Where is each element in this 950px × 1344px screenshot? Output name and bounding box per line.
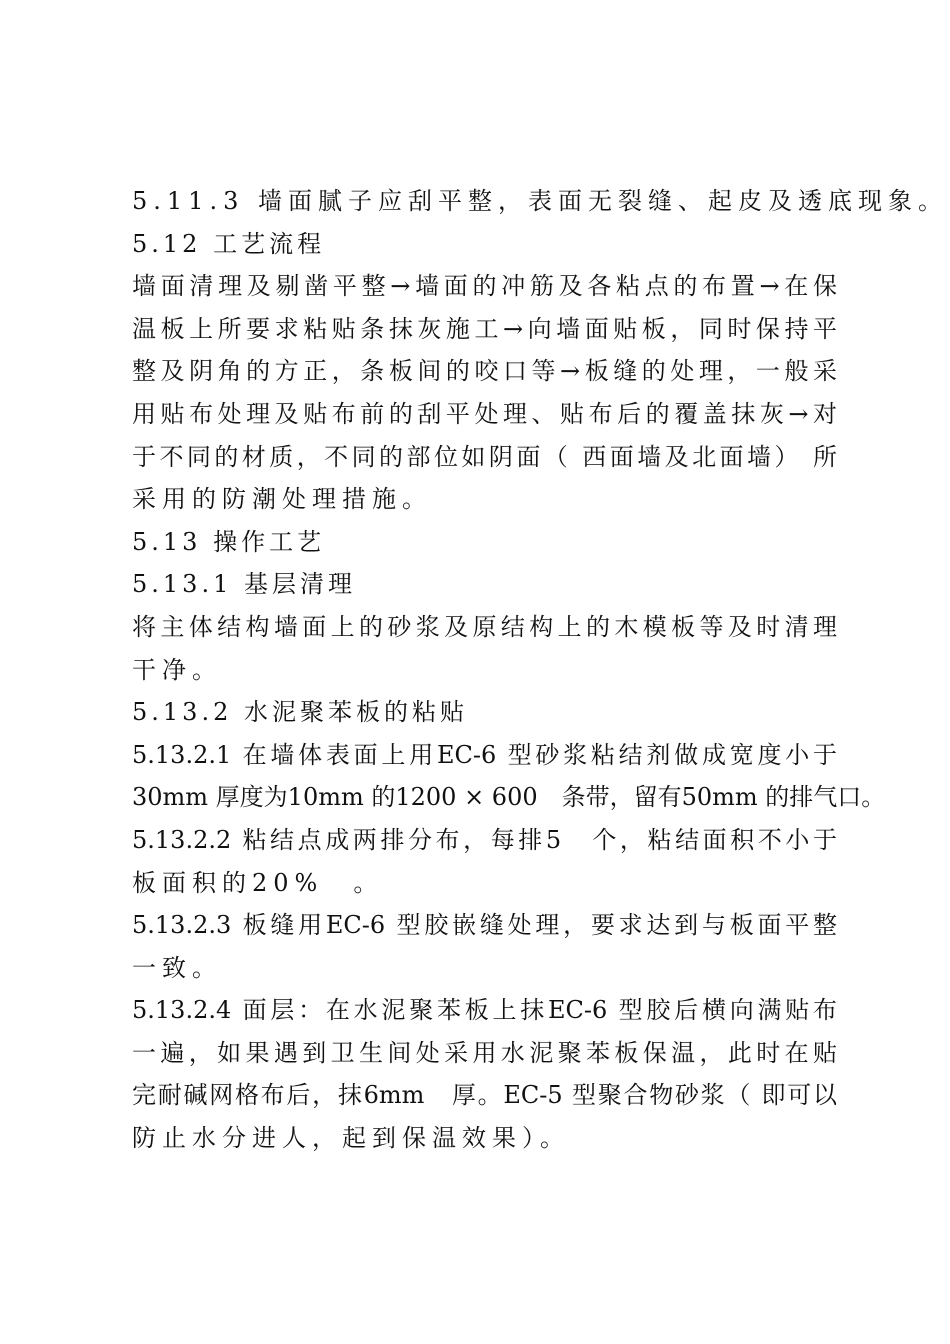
- clause-5-13-2-3-line-1: 5.13.2.3 板缝用EC-6 型胶嵌缝处理，要求达到与板面平整: [132, 911, 837, 940]
- clause-5-13-1-heading: 5.13.1 基层清理: [132, 570, 356, 599]
- clause-5-13-2-4-line-1: 5.13.2.4 面层：在水泥聚苯板上抹EC-6 型胶后横向满贴布: [132, 996, 837, 1025]
- process-flow-line-5: 于不同的材质，不同的部位如阴面（ 西面墙及北面墙） 所: [132, 442, 837, 471]
- document-body: [132, 180, 948, 1160]
- process-flow-line-2: 温板上所要求粘贴条抹灰施工→向墙面贴板，同时保持平: [132, 314, 837, 343]
- clause-5-13-2-4-line-4: 防止水分进人，起到保温效果）。: [132, 1124, 570, 1153]
- clause-5-13-2-4-line-3: 完耐碱网格布后，抹6mm 厚。EC-5 型聚合物砂浆（ 即可以: [132, 1081, 837, 1110]
- clause-5-13-2-1-line-2: 30mm 厚度为10mm 的1200 × 600 条带，留有50mm 的排气口。: [132, 783, 886, 812]
- clause-5-13-2-heading: 5.13.2 水泥聚苯板的粘贴: [132, 698, 468, 727]
- clause-5-11-3: 5.11.3 墙面腻子应刮平整，表面无裂缝、起皮及透底现象。: [132, 187, 948, 215]
- clause-5-13-2-3-line-2: 一致。: [132, 953, 222, 982]
- process-flow-line-6: 采用的防潮处理措施。: [132, 485, 432, 514]
- clause-5-13-2-2-line-1: 5.13.2.2 粘结点成两排分布，每排5 个，粘结面积不小于: [132, 825, 837, 854]
- clause-5-13-2-1-line-1: 5.13.2.1 在墙体表面上用EC-6 型砂浆粘结剂做成宽度小于: [132, 740, 837, 769]
- section-5-12-heading: 5.12 工艺流程: [132, 229, 326, 258]
- process-flow-line-3: 整及阴角的方正，条板间的咬口等→板缝的处理，一般采: [132, 357, 837, 386]
- base-cleaning-line-1: 将主体结构墙面上的砂浆及原结构上的木模板等及时清理: [132, 612, 837, 641]
- process-flow-line-1: 墙面清理及剔凿平整→墙面的冲筋及各粘点的布置→在保: [132, 272, 837, 301]
- section-5-13-heading: 5.13 操作工艺: [132, 527, 326, 556]
- base-cleaning-line-2: 干净。: [132, 655, 222, 684]
- process-flow-line-4: 用贴布处理及贴布前的刮平处理、贴布后的覆盖抹灰→对: [132, 399, 837, 428]
- clause-5-13-2-4-line-2: 一遍，如果遇到卫生间处采用水泥聚苯板保温，此时在贴: [132, 1038, 837, 1067]
- clause-5-13-2-2-line-2: 板面积的20% 。: [132, 868, 384, 897]
